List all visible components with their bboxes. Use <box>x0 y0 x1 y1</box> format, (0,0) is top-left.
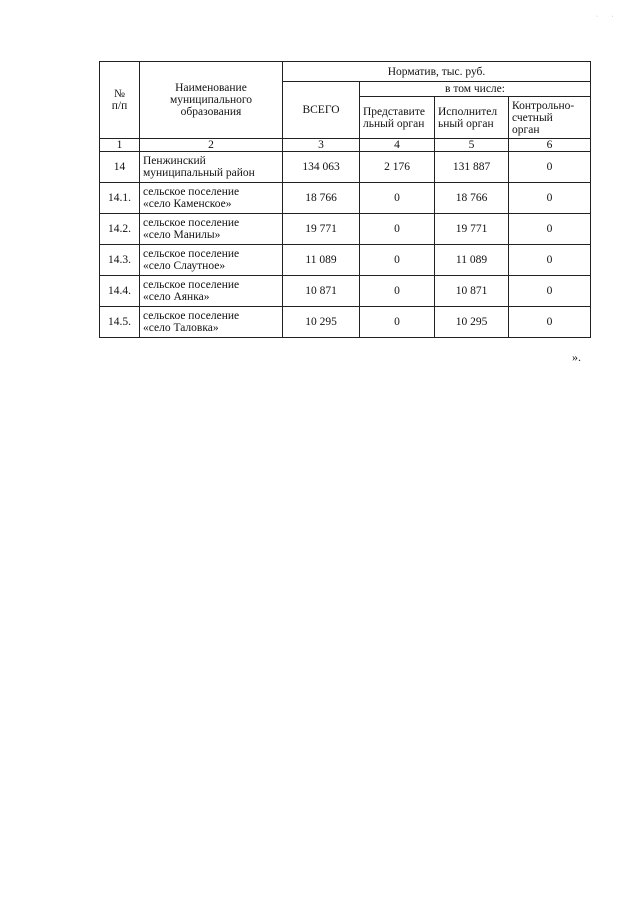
row-number: 14.5. <box>100 307 140 338</box>
row-representative: 0 <box>360 214 435 245</box>
header-total: ВСЕГО <box>283 82 360 139</box>
header-norm: Норматив, тыс. руб. <box>283 62 591 82</box>
row-representative: 0 <box>360 183 435 214</box>
row-executive: 10 295 <box>435 307 509 338</box>
column-number: 3 <box>283 139 360 152</box>
corner-marks: · · <box>596 14 620 20</box>
row-total: 134 063 <box>283 152 360 183</box>
row-control: 0 <box>509 307 591 338</box>
table-row <box>100 245 591 276</box>
row-name: сельское поселение «село Каменское» <box>140 183 283 214</box>
table-row <box>100 152 591 183</box>
column-number: 5 <box>435 139 509 152</box>
header-row-1 <box>100 62 591 82</box>
row-total: 19 771 <box>283 214 360 245</box>
row-representative: 0 <box>360 245 435 276</box>
row-control: 0 <box>509 276 591 307</box>
row-name: сельское поселение «село Таловка» <box>140 307 283 338</box>
row-representative: 0 <box>360 276 435 307</box>
header-representative: Представите льный орган <box>360 97 435 139</box>
row-total: 18 766 <box>283 183 360 214</box>
column-numbers-row <box>100 139 591 152</box>
table-row <box>100 183 591 214</box>
row-control: 0 <box>509 183 591 214</box>
row-control: 0 <box>509 214 591 245</box>
row-number: 14 <box>100 152 140 183</box>
header-executive: Исполнител ьный орган <box>435 97 509 139</box>
column-number: 1 <box>100 139 140 152</box>
row-total: 11 089 <box>283 245 360 276</box>
row-representative: 2 176 <box>360 152 435 183</box>
row-control: 0 <box>509 152 591 183</box>
row-executive: 19 771 <box>435 214 509 245</box>
row-total: 10 871 <box>283 276 360 307</box>
row-name: сельское поселение «село Слаутное» <box>140 245 283 276</box>
row-executive: 131 887 <box>435 152 509 183</box>
header-name: Наименование муниципального образования <box>140 62 283 139</box>
norms-table <box>99 61 591 338</box>
header-including: в том числе: <box>360 82 591 97</box>
row-executive: 11 089 <box>435 245 509 276</box>
table-row <box>100 214 591 245</box>
row-number: 14.4. <box>100 276 140 307</box>
header-control: Контрольно- счетный орган <box>509 97 591 139</box>
row-executive: 18 766 <box>435 183 509 214</box>
closing-quote: ». <box>572 350 581 364</box>
row-number: 14.2. <box>100 214 140 245</box>
header-number: № п/п <box>100 62 140 139</box>
row-executive: 10 871 <box>435 276 509 307</box>
row-name: Пенжинский муниципальный район <box>140 152 283 183</box>
table-row <box>100 307 591 338</box>
row-number: 14.1. <box>100 183 140 214</box>
column-number: 6 <box>509 139 591 152</box>
column-number: 4 <box>360 139 435 152</box>
row-number: 14.3. <box>100 245 140 276</box>
column-number: 2 <box>140 139 283 152</box>
table-row <box>100 276 591 307</box>
row-representative: 0 <box>360 307 435 338</box>
row-total: 10 295 <box>283 307 360 338</box>
row-name: сельское поселение «село Аянка» <box>140 276 283 307</box>
row-control: 0 <box>509 245 591 276</box>
row-name: сельское поселение «село Манилы» <box>140 214 283 245</box>
